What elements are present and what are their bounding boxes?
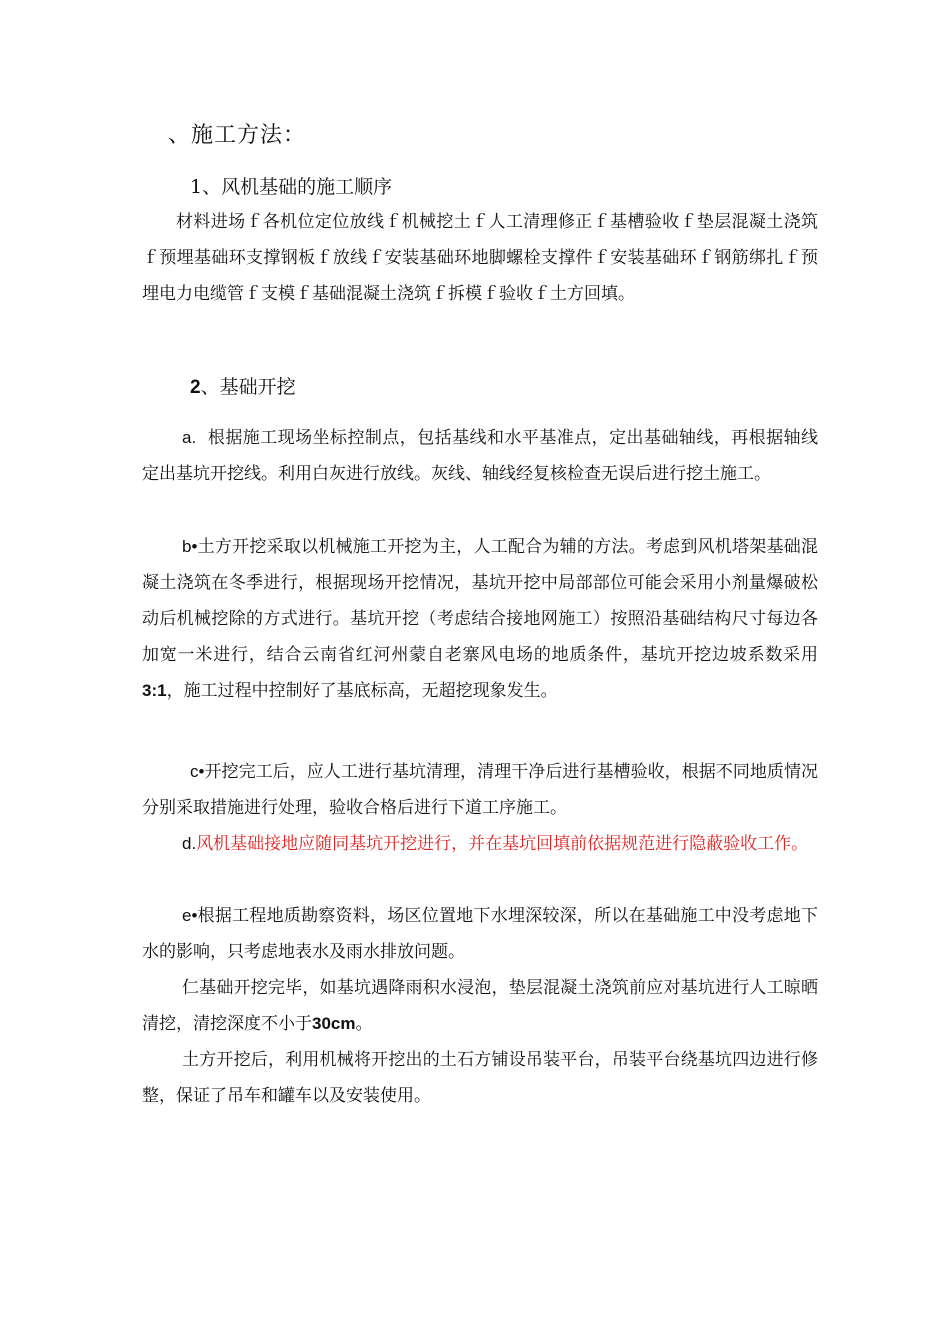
heading-text: 、基础开挖	[200, 376, 296, 398]
paragraph-b	[142, 529, 818, 709]
item-label-e: e•	[182, 906, 198, 925]
item-label-a: a.	[182, 428, 197, 447]
paragraph-g: 土方开挖后，利用机械将开挖出的土石方铺设吊装平台，吊装平台绕基坑四边进行修整，保证了吊车和罐车以及安装使用。	[142, 1050, 818, 1106]
slope-ratio: 3:1	[142, 681, 167, 700]
paragraph-a	[142, 420, 818, 492]
subsection-heading-excavation	[190, 372, 296, 399]
heading-number: 2	[190, 377, 201, 398]
item-text-d-highlighted: 风机基础接地应随同基坑开挖进行，并在基坑回填前依据规范进行隐蔽验收工作。	[196, 834, 809, 854]
item-text-b-2: ，施工过程中控制好了基底标高，无超挖现象发生。	[166, 681, 558, 701]
item-text-c: 开挖完工后，应人工进行基坑清理，清理干净后进行基槽验收，根据不同地质情况分别采取措施进行处理，验收合格后进行下道工序施工。	[142, 762, 818, 818]
subsection-heading-sequence: 1、风机基础的施工顺序	[190, 176, 393, 198]
section-title: 、施工方法：	[168, 123, 307, 148]
item-label-c: c•	[190, 762, 205, 781]
item-text-f-1: 仁基础开挖完毕，如基坑遇降雨积水浸泡，垫层混凝土浇筑前应对基坑进行人工晾晒清挖，清挖深度不小于	[142, 978, 818, 1034]
item-text-b-1: 土方开挖采取以机械施工开挖为主，人工配合为辅的方法。考虑到风机塔架基础混凝土浇筑在冬季进行，根据现场开挖情况，基坑开挖中局部部位可能会采用小剂量爆破松动后机械挖除的方式进行。基坑开挖（考虑结合接地网施工）按照沿基础结构尺寸每边各加宽一米进行，结合云南省红河州蒙自老寨风电场的地质条件，基坑开挖边坡系数采用	[142, 537, 818, 665]
paragraph-construction-sequence: 材料进场ｆ各机位定位放线ｆ机械挖土ｆ人工清理修正ｆ基槽验收ｆ垫层混凝土浇筑ｆ预埋基础环支撑钢板ｆ放线ｆ安装基础环地脚螺栓支撑件ｆ安装基础环ｆ钢筋绑扎ｆ预埋电力电缆管ｆ支模ｆ基础混凝土浇筑ｆ拆模ｆ验收ｆ土方回填。	[142, 212, 818, 304]
paragraph-e	[142, 898, 818, 970]
paragraph-d	[142, 826, 818, 862]
item-text-f-2: 。	[355, 1014, 373, 1034]
item-label-d: d.	[182, 834, 197, 853]
item-text-e: 根据工程地质勘察资料，场区位置地下水埋深较深，所以在基础施工中没考虑地下水的影响，只考虑地表水及雨水排放问题。	[142, 906, 818, 962]
item-text-a: 根据施工现场坐标控制点，包括基线和水平基准点，定出基础轴线，再根据轴线定出基坑开挖线。利用白灰进行放线。灰线、轴线经复核检查无误后进行挖土施工。	[142, 428, 819, 484]
paragraph-f	[142, 970, 818, 1042]
depth-value: 30cm	[312, 1014, 356, 1033]
paragraph-c	[142, 754, 818, 826]
item-label-b: b•	[182, 537, 198, 556]
